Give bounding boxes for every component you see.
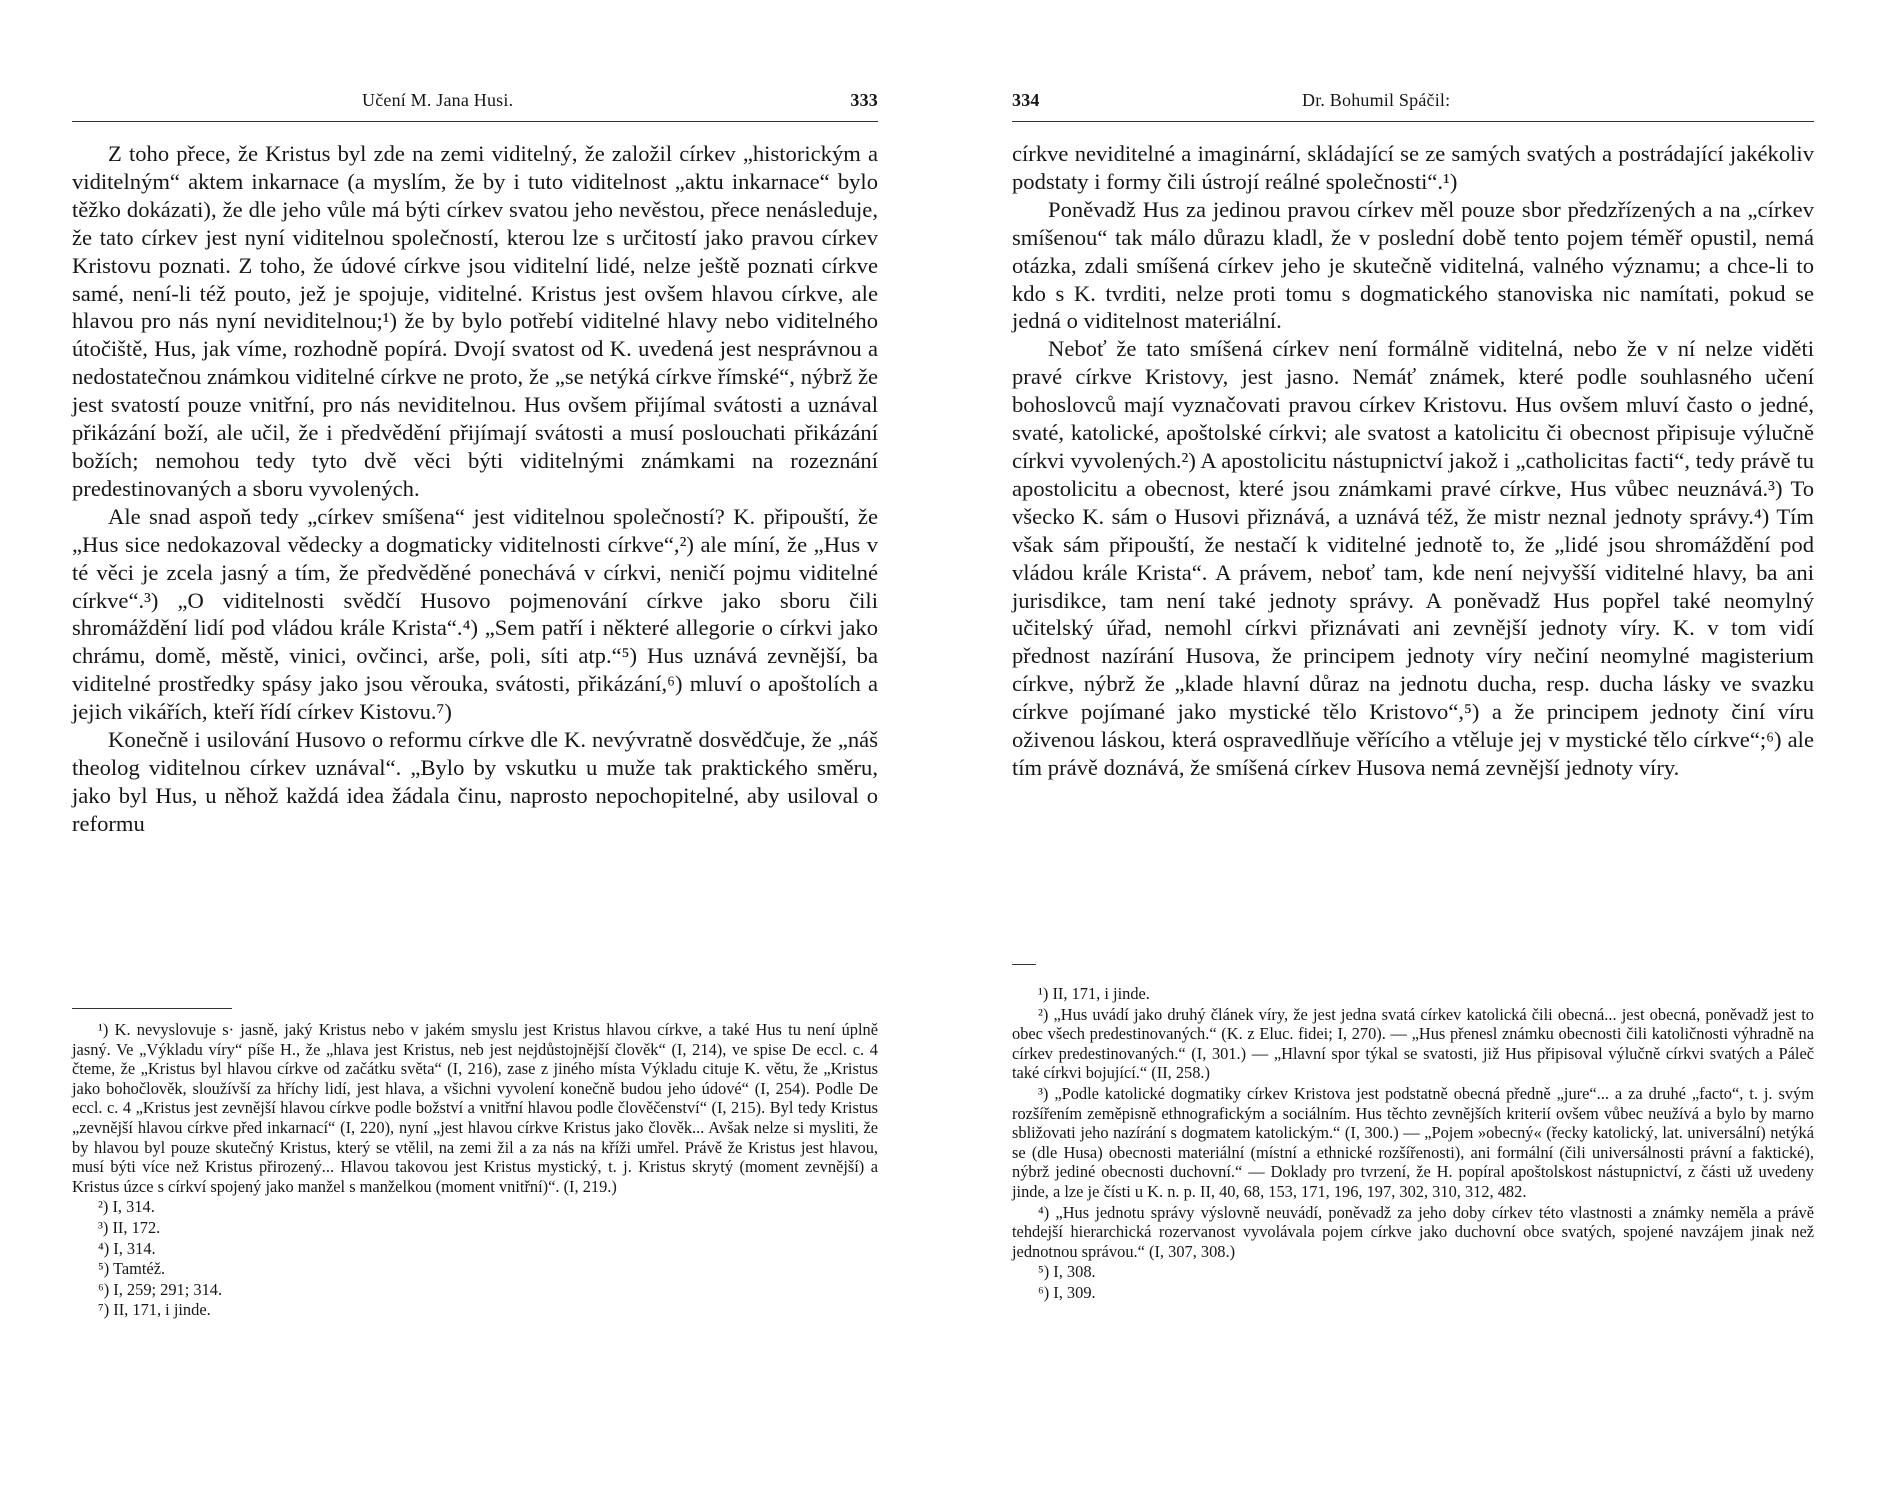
footnote: ³) „Podle katolické dogmatiky církev Kristova jest podstatně obecná předně „jure“... a za druhé „facto“, t. j. svým rozšířením zeměpisně ethnografickým a sociálním. Hus těchto zevnějších kriterií ovšem vůbec neužívá a bylo by marno sbližovati jeho nazírání s dogmatem katolickým.“ (I, 300.) — „Pojem »obecný« (řecky katolický, lat. universální) netýká se (dle Husa) obecnosti materiální (místní a ethnické rozšířenosti), ani formální (čili universálnosti právní a faktické), nýbrž jediné obecnosti duchovní.“ — Doklady pro tvrzení, že H. popíral apoštolskost nástupnictví, z části už uvedeny jinde, a lze je čísti u K. n. p. II, 40, 68, 153, 171, 196, 197, 302, 310, 312, 482. — [1012, 1083, 1814, 1201]
footnote: ⁵) I, 308. — [1038, 1262, 1096, 1282]
paragraph: Poněvadž Hus za jedinou pravou církev měl pouze sbor předzřízených a na „církev smíšenou“ tak málo důrazu kladl, že v poslední době tento pojem téměř opustil, nemá otázka, zdali smíšená církev jeho je skutečně viditelná, valného významu; a chce-li to kdo s K. tvrditi, nelze proti tomu s dogmatického stanoviska nic namítati, pokud se jedná o viditelnost materiální. — [1012, 196, 1814, 334]
footnote: ⁴) „Hus jednotu správy výslovně neuvádí, poněvadž za jeho doby církev této vlastnosti a známky neměla a právě tehdejší hierarchická rozervanost vyvolávala pojem církve jako duchovní obce svatých, spojené navzájem jinak než jednotnou správou.“ (I, 307, 308.) — [1012, 1202, 1814, 1261]
footnote: ³) II, 172. — [98, 1217, 161, 1237]
paragraph: Ale snad aspoň tedy „církev smíšena“ jest viditelnou společností? K. připouští, že „Hus sice nedokazoval vědecky a dogmaticky viditelnosti církve“,²) ale míní, že „Hus v té věci je zcela jasný a tím, že předvěděné ponechává v církvi, neničí pojmu viditelné církve“.³) „O viditelnosti svědčí Husovo pojmenování církve jako sboru čili shromáždění lidí pod vládou krále Krista“.⁴) „Sem patří i některé allegorie o církvi jako chrámu, domě, městě, vinici, ovčinci, arše, poli, síti atp.“⁵) Hus uznává zevnější, ba viditelné prostředky spásy jako jsou věrouka, svátosti, přikázání,⁶) mluví o apoštolích a jejich vikářích, kteří řídí církev Kistovu.⁷) — [72, 503, 878, 725]
footnotes — [1012, 984, 1814, 1304]
header-rule — [72, 121, 878, 122]
page-number: 333 — [850, 90, 878, 110]
footnote: ¹) K. nevyslovuje s· jasně, jaký Kristus nebo v jakém smyslu jest Kristus hlavou církve, a také Hus tu není úplně jasný. Ve „Výkladu víry“ píše H., že „hlava jest Kristus, neb jest nejdůstojnější člověk“ (I, 214), ve spise De eccl. c. 4 čteme, že „Kristus byl hlavou církve od začátku světa“ (I, 216), zase z jiného místa Výkladu cituje K. větu, že „Kristus jako bohočlověk, sloužívší za hříchy lidí, jest hlava, a všichni vyvolení konečně budou jeho údové“ (I, 254). Podle De eccl. c. 4 „Kristus jest zevnější hlavou církve podle božství a vnitřní hlavou podle člověčenství“ (I, 215). Byl tedy Kristus „zevnější hlavou církve před inkarnací“ (I, 220), nyní „jest hlavou církve Kristus jako člověk... Avšak nelze si mysliti, že by hlavou byl pouze skutečný Kristus, který se vtělil, na zemi žil a za nás na kříži umřel. Právě že Kristus jest hlavou, musí býti více než Kristus přirozený... Hlavou takovou jest Kristus mystický, t. j. Kristus skrytý (moment zevnější) a Kristus úzce s církví spojený jako manžel s manželkou (moment vnitřní)“. (I, 219.) — [72, 1020, 878, 1196]
right-page — [1012, 0, 1814, 1500]
body-text — [72, 140, 878, 838]
left-page — [72, 0, 878, 1500]
footnote: ⁴) I, 314. — [98, 1238, 156, 1258]
footnotes — [72, 1020, 878, 1321]
footnote: ²) I, 314. — [98, 1197, 155, 1217]
running-title: Učení M. Jana Husi. — [362, 90, 514, 110]
footnote: ²) „Hus uvádí jako druhý článek víry, že jest jedna svatá církev katolická čili obecná... jest obecná, poněvadž jest to obec všech predestinovaných.“ (K. z Eluc. fidei; I, 270). — „Hus přenesl známku obecnosti čili katoličnosti výhradně na církev predestinovaných.“ (I, 301.) — „Hlavní spor týkal se svatosti, již Hus připisoval výlučně církvi svatých a Páleč také církvi bojující.“ (II, 258.) — [1012, 1004, 1814, 1083]
footnote-rule — [1012, 964, 1036, 965]
footnote-rule — [72, 1008, 232, 1009]
running-head — [1012, 90, 1814, 120]
footnote: ⁶) I, 309. — [1038, 1282, 1096, 1302]
paragraph: Konečně i usilování Husovo o reformu církve dle K. nevývratně dosvědčuje, že „náš theolog viditelnou církev uznával“. „Bylo by vskutku u muže tak praktického směru, jako byl Hus, u něhož každá idea žádala činu, naprosto nepochopitelné, aby usiloval o reformu — [72, 727, 878, 836]
header-rule — [1012, 121, 1814, 122]
paragraph: církve neviditelné a imaginární, skládající se ze samých svatých a postrádající jakékoliv podstaty i formy čili ústrojí reálné společnosti“.¹) — [1012, 141, 1814, 194]
running-head — [72, 90, 878, 120]
footnote: ⁷) II, 171, i jinde. — [98, 1300, 211, 1320]
footnote: ⁶) I, 259; 291; 314. — [98, 1279, 223, 1299]
paragraph: Z toho přece, že Kristus byl zde na zemi viditelný, že založil církev „historickým a viditelným“ aktem inkarnace (a myslím, že by i tuto viditelnost „aktu inkarnace“ bylo těžko dokázati), že dle jeho vůle má býti církev svatou jeho nevěstou, přece nenásleduje, že tato církev jest nyní viditelnou společností, kterou lze s určitostí jako pravou církev Kristovu poznati. Z toho, že údové církve jsou viditelní lidé, nelze ještě poznati církve samé, není-li též pouto, jež je spojuje, viditelné. Kristus jest ovšem hlavou církve, ale hlavou pro nás nyní neviditelnou;¹) že by bylo potřebí viditelné hlavy nebo viditelného útočiště, Hus, jak víme, rozhodně popírá. Dvojí svatost od K. uvedená jest nesprávnou a nedostatečnou známkou viditelné církve ne proto, že „se netýká církve římské“, nýbrž že jest svatostí pouze vnitřní, pro nás neviditelnou. Hus ovšem přijímal svátosti a uznával přikázání boží, ale učil, že i předvědění přijímají svátosti a musí poslouchati přikázání božích; nemohou tedy tyto dvě věci býti viditelnými známkami na rozeznání predestinovaných a sboru vyvolených. — [72, 141, 878, 501]
page-number: 334 — [1012, 90, 1040, 110]
paragraph: Neboť že tato smíšená církev není formálně viditelná, nebo že v ní nelze viděti pravé církve Kristovy, jest jasno. Nemáť známek, které podle souhlasného učení bohoslovců mají vyznačovati pravou církev Kristovu. Hus ovšem mluví často o jedné, svaté, katolické, apoštolské církvi; ale svatost a katolicitu či obecnost připisuje výlučně církvi vyvolených.²) A apostolicitu nástupnictví jakož i „catholicitas facti“, tedy právě tu apostolicitu a obecnost, které jsou známkami pravé církve, Hus vůbec neuznává.³) To všecko K. sám o Husovi přiznává, a uznává též, že mistr neznal jednoty správy.⁴) Tím však sám připouští, že nestačí k viditelné jednotě to, že „lidé jsou shromáždění pod vládou krále Krista“. A právem, neboť tam, kde není nejvyšší viditelné hlavy, ba ani jurisdikce, tam není také jednoty správy. A poněvadž Hus popřel také neomylný učitelský úřad, nemohl církvi přiznávati ani zevnější jednoty víry. K. v tom vidí přednost nazírání Husova, že principem jednoty víry nečiní neomylné magisterium církve, nýbrž že „klade hlavní důraz na jednotu ducha, resp. ducha lásky ve svazku církve pojímané jako mystické tělo Kristovo“,⁵) a že principem jednoty činí víru oživenou láskou, která ospravedlňuje věřícího a vtěluje jej v mystické tělo církve“;⁶) ale tím právě doznává, že smíšená církev Husova nemá zevnější jednoty víry. — [1012, 336, 1814, 780]
footnote: ¹) II, 171, i jinde. — [1038, 984, 1150, 1003]
body-text — [1012, 140, 1814, 782]
running-title: Dr. Bohumil Spáčil: — [1302, 90, 1451, 110]
footnote: ⁵) Tamtéž. — [98, 1259, 166, 1279]
